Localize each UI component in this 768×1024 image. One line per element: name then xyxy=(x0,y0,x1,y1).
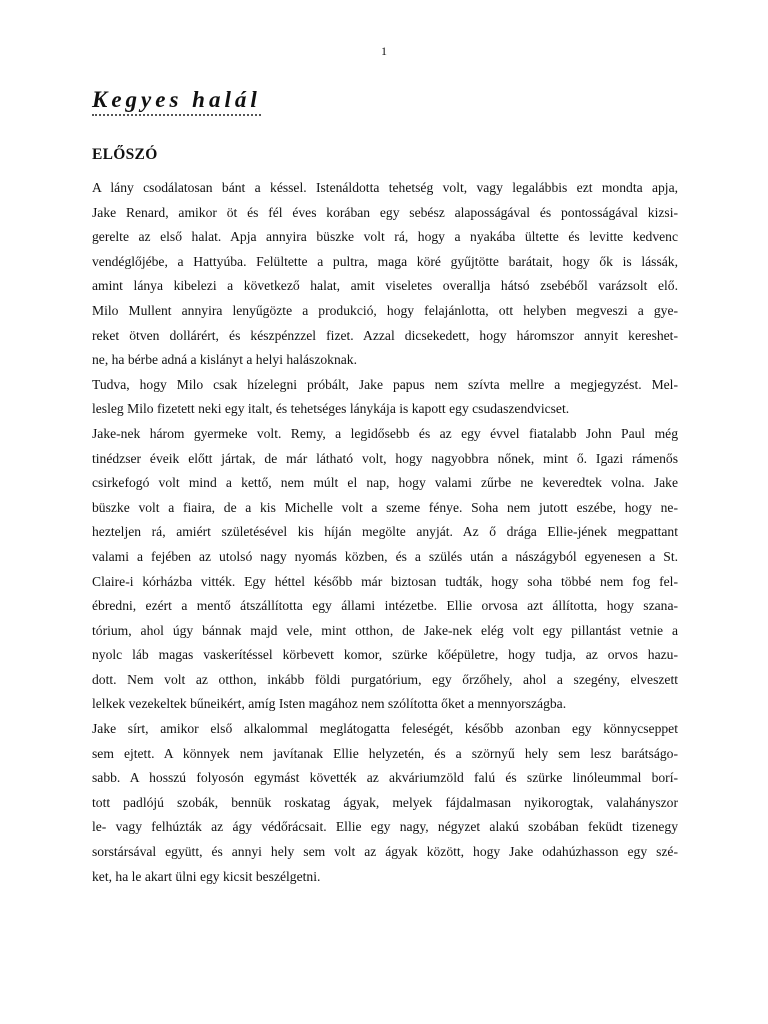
text-line: A lány csodálatosan bánt a késsel. Istenáldotta tehetség volt, vagy legalábbis ezt mondta apja, xyxy=(92,180,678,195)
text-line: valami a fejében az utolsó nagy nyomás közben, és a szülés után a nászágyból egyenesen a St. xyxy=(92,548,678,564)
text-line: Jake-nek három gyermeke volt. Remy, a legidősebb és az egy évvel fiatalabb John Paul még xyxy=(92,425,678,441)
book-title: Kegyes halál xyxy=(92,86,261,116)
text-line: tinédzser éveik előtt jártak, de már látható volt, hogy nagyobbra nőnek, mint ő. Igazi rámenős xyxy=(92,450,678,466)
text-line: sorstársával együtt, és annyi hely sem volt az ágyak között, hogy Jake odahúzhasson egy szé- xyxy=(92,844,678,860)
text-line: Jake Renard, amikor öt és fél éves korában egy sebész alaposságával és pontosságával kizsi- xyxy=(92,204,678,220)
text-line: Tudva, hogy Milo csak hízelegni próbált, Jake papus nem szívta mellre a megjegyzést. Mel- xyxy=(92,376,678,392)
text-line: ne, ha bérbe adná a kislányt a helyi halászoknak. xyxy=(92,352,357,368)
text-line: reket ötven dollárért, és készpénzzel fizet. Azzal dicsekedett, hogy háromszor annyit kereshet- xyxy=(92,327,678,343)
text-line: nyolc láb magas vaskerítéssel körbevett komor, szürke kőépületre, hogy tudja, az orvos hazu- xyxy=(92,647,678,663)
text-line: Milo Mullent annyira lenyűgözte a produkció, hogy felajánlotta, ott helyben megveszi a gye- xyxy=(92,302,678,318)
text-line: dott. Nem volt az otthon, inkább földi purgatórium, egy őrzőhely, ahol a szegény, elveszett xyxy=(92,671,678,687)
text-line: ket, ha le akart ülni egy kicsit beszélgetni. xyxy=(92,868,321,884)
text-line: ébredni, ezért a mentő átszállította egy állami intézetbe. Ellie orvosa azt állította, hogy szana- xyxy=(92,598,678,614)
text-line: le- vagy felhúzták az ágy védőrácsait. Ellie egy nagy, négyzet alakú szobában feküdt tizenegy xyxy=(92,819,678,835)
text-line: tórium, ahol úgy bánnak majd vele, mint otthon, de Jake-nek elég volt egy pillantást vetnie a xyxy=(92,622,678,638)
text-line: csirkefogó volt mind a kettő, nem múlt el nap, hogy valami zűrbe ne keveredtek volna. Jake xyxy=(92,475,678,491)
text-line: amint lánya kibelezi a következő halat, amit viseletes overallja hátsó zsebéből varázsolt elő. xyxy=(92,278,678,294)
text-line: Claire-i kórházba vitték. Egy héttel később már biztosan tudták, hogy soha többé nem fog fel- xyxy=(92,573,678,589)
text-line: büszke volt a fiaira, de a kis Michelle volt a szeme fénye. Soha nem jutott eszébe, hogy ne- xyxy=(92,499,678,515)
text-line: sabb. A hosszú folyosón egymást követték az akváriumzöld falú és szürke linóleummal borí- xyxy=(92,770,678,786)
body-text xyxy=(92,176,678,889)
text-line: tott padlójú szobák, bennük roskatag ágyak, melyek fájdalmasan nyikorogtak, valahányszor xyxy=(92,794,678,810)
text-line: vendéglőjébe, a Hattyúba. Felültette a pultra, maga köré gyűjtötte barátait, hogy ők is lássák, xyxy=(92,253,678,269)
text-line: hezteljen rá, amiért születésével kis híján megölte anyját. Az ő drága Ellie-jének megpattant xyxy=(92,524,678,540)
text-line: lelkek vezekeltek bűneikért, amíg Isten magához nem szólította őket a mennyországba. xyxy=(92,696,567,712)
text-line: sem ejtett. A könnyek nem javítanak Ellie helyzetén, és a szörnyű hely sem lesz barátságo- xyxy=(92,745,678,761)
text-line: Jake sírt, amikor első alkalommal meglátogatta feleségét, később azonban egy könnycseppet xyxy=(92,721,678,737)
page-number: 1 xyxy=(381,44,387,58)
section-heading: ELŐSZÓ xyxy=(92,146,158,163)
text-line: lesleg Milo fizetett neki egy italt, és tehetséges lánykája is kapott egy csudaszendvicset. xyxy=(92,401,570,417)
text-line: gerelte az első halat. Apja annyira büszke volt rá, hogy a nyakába ültette és levitte kedvenc xyxy=(92,229,678,245)
